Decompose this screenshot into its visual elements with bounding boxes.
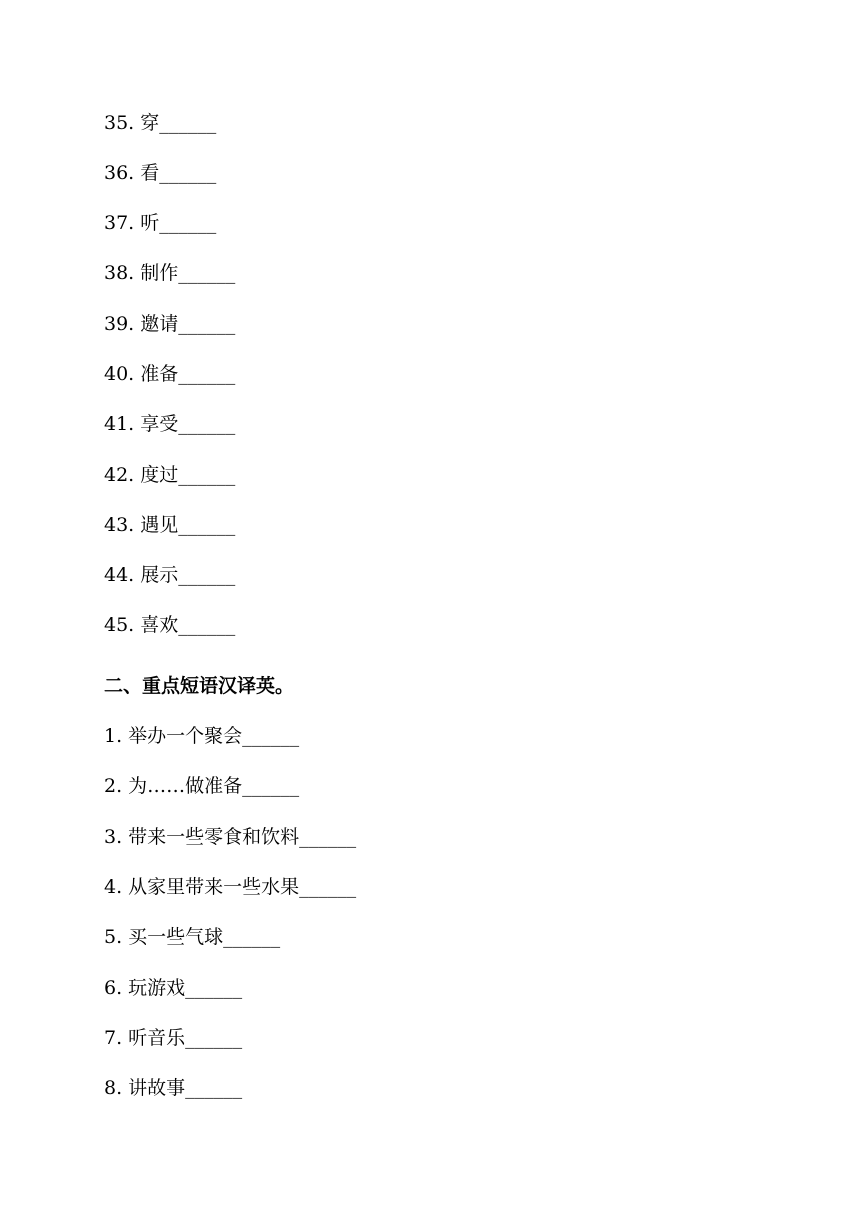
vocab-item-42: 42. 度过______ xyxy=(104,464,236,486)
section-heading: 二、重点短语汉译英。 xyxy=(104,675,295,697)
vocab-item-35: 35. 穿______ xyxy=(104,112,217,134)
phrase-item-1: 1. 举办一个聚会______ xyxy=(104,725,300,747)
vocab-item-41: 41. 享受______ xyxy=(104,413,236,435)
vocab-item-44: 44. 展示______ xyxy=(104,564,236,586)
phrase-item-3: 3. 带来一些零食和饮料______ xyxy=(104,826,357,848)
phrase-item-6: 6. 玩游戏______ xyxy=(104,977,243,999)
phrase-item-5: 5. 买一些气球______ xyxy=(104,926,281,948)
phrase-item-8: 8. 讲故事______ xyxy=(104,1077,243,1099)
vocab-item-38: 38. 制作______ xyxy=(104,262,236,284)
vocab-item-43: 43. 遇见______ xyxy=(104,514,236,536)
vocab-item-39: 39. 邀请______ xyxy=(104,313,236,335)
vocab-item-45: 45. 喜欢______ xyxy=(104,614,236,636)
phrase-item-2: 2. 为……做准备______ xyxy=(104,775,300,797)
phrase-item-7: 7. 听音乐______ xyxy=(104,1027,243,1049)
phrase-item-4: 4. 从家里带来一些水果______ xyxy=(104,876,357,898)
vocab-item-37: 37. 听______ xyxy=(104,212,217,234)
vocab-item-36: 36. 看______ xyxy=(104,162,217,184)
vocab-item-40: 40. 准备______ xyxy=(104,363,236,385)
